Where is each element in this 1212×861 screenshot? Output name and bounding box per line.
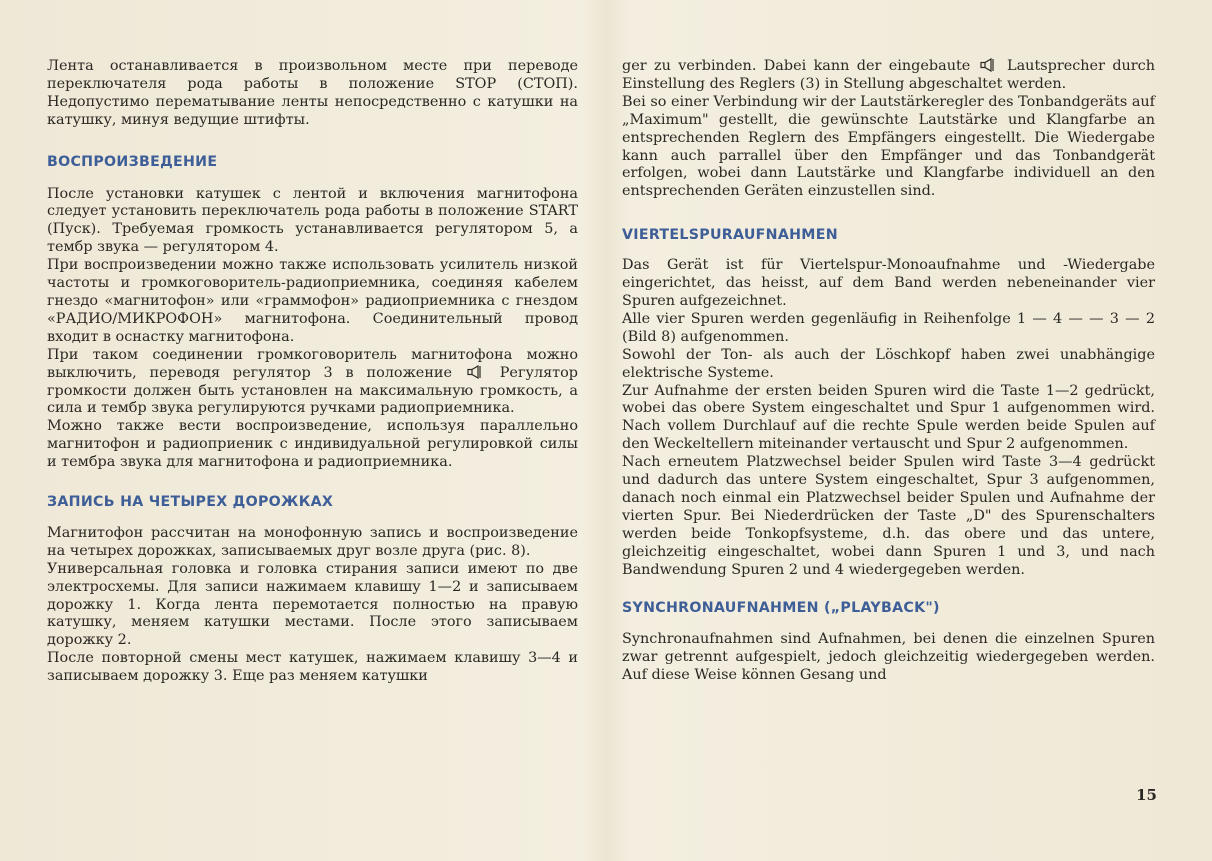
speaker-off-icon [467, 365, 485, 379]
paragraph: Sowohl der Ton- als auch der Löschkopf haben zwei unabhängige elektrische Systeme. [622, 346, 1155, 381]
section-heading-quarter-track-de: VIERTELSPURAUFNAHMEN [622, 227, 838, 244]
right-column-german [622, 58, 1155, 685]
paragraph-text: Lautsprecher durch Einstellung des Reglers (3) in Stellung abgeschaltet werden. [622, 58, 1156, 92]
section-heading-playback-ru: ВОСПРОИЗВЕДЕНИЕ [47, 153, 218, 170]
paragraph: Магнитофон рассчитан на монофонную запись и воспроизведение на четырех дорожках, записываемых друг возле друга (рис. 8). [47, 524, 578, 559]
paragraph: Универсальная головка и головка стирания записи имеют по две электросхемы. Для записи нажимаем клавишу 1—2 и записываем дорожку 1. Когда лента перемотается полностью на правую катушку, меняем катушки местами. После этого записываем дорожку 2. [47, 560, 578, 649]
paragraph: Можно также вести воспроизведение, используя параллельно магнитофон и радиоприеник с индивидуальной регулировкой силы и тембра звука для магнитофона и радиоприемника. [47, 418, 578, 471]
paragraph [622, 58, 1155, 94]
paragraph-text: Регулятор громкости должен быть установлен на максимальную громкость, а сила и тембр звука регулируются ручками радиоприемника. [47, 364, 579, 417]
paragraph-text: При таком соединении громкоговоритель магнитофона можно выключить, переводя регулятор 3 в положение [47, 346, 578, 381]
paragraph: Das Gerät ist für Viertelspur-Monoaufnahme und -Wiedergabe eingerichtet, das heisst, auf dem Band werden nebeneinander vier Spuren aufgezeichnet. [622, 257, 1155, 309]
paragraph: После повторной смены мест катушек, нажимаем клавишу 3—4 и записываем дорожку 3. Еще раз меняем катушки [47, 650, 578, 685]
page-number: 15 [1136, 786, 1157, 804]
paragraph: После установки катушек с лентой и включения магнитофона следует установить переключатель рода работы в положение START (Пуск). Требуемая громкость устанавливается регулятором 5, а тембр звука — регулятором 4. [47, 185, 578, 256]
section-heading-playback-de: SYNCHRONAUFNAHMEN („PLAYBACK") [622, 600, 940, 617]
speaker-off-icon [980, 58, 998, 72]
paragraph: Zur Aufnahme der ersten beiden Spuren wird die Taste 1—2 gedrückt, wobei das obere System eingeschaltet und Spur 1 aufgenommen wird. Nach vollem Durchlauf auf die rechte Spule werden beide Spulen auf den Weckeltellern miteinander vertauscht und Spur 2 aufgenommen. [622, 382, 1155, 453]
paragraph-text: ger zu verbinden. Dabei kann der eingebaute [622, 58, 971, 74]
paragraph: Лента останавливается в произвольном месте при переводе переключателя рода работы в положение STOP (СТОП). Недопустимо перематывание ленты непосредственно с катушки на катушку, минуя ведущие штифты. [47, 58, 578, 128]
paragraph: Nach erneutem Platzwechsel beider Spulen wird Taste 3—4 gedrückt und dadurch das untere System eingeschaltet, Spur 3 aufgenommen, danach noch einmal ein Platzwechsel beider Spulen und Aufnahme der vierten Spur. Bei Niederdrücken der Taste „D" des Spurenschalters werden beide Tonkopfsysteme, d.h. das obere und das untere, gleichzeitig eingeschaltet, wobei dann Spuren 1 und 3, und nach Bandwendung Spuren 2 und 4 wiedergegeben werden. [622, 454, 1155, 578]
paragraph: При воспроизведении можно также использовать усилитель низкой частоты и громкоговоритель-радиоприемника, соединяя кабелем гнездо «магнитофон» или «граммофон» радиоприемника с гнездом «РАДИО/МИКРОФОН» магнитофона. Соединительный провод входит в оснастку магнитофона. [47, 257, 578, 345]
paragraph: Synchronaufnahmen sind Aufnahmen, bei denen die einzelnen Spuren zwar getrennt aufgespielt, jedoch gleichzeitig wiedergegeben werden. Auf diese Weise können Gesang und [622, 631, 1155, 684]
paragraph [47, 347, 578, 419]
left-column-russian [47, 58, 578, 686]
section-heading-four-track-ru: ЗАПИСЬ НА ЧЕТЫРЕХ ДОРОЖКАХ [47, 494, 334, 511]
paragraph: Bei so einer Verbindung wir der Lautstärkeregler des Tonbandgeräts auf „Maximum" gestellt, die gewünschte Lautstärke und Klangfarbe an entsprechenden Reglern des Empfängers eingestellt. Die Wiedergabe kann auch parrallel über den Empfänger und das Tonbandgerät erfolgen, wobei dann Lautstärke und Klangfarbe individuell an den entsprechenden Geräten einzustellen sind. [622, 93, 1155, 200]
paragraph: Alle vier Spuren werden gegenläufig in Reihenfolge 1 — 4 — — 3 — 2 (Bild 8) aufgenommen. [622, 310, 1155, 345]
